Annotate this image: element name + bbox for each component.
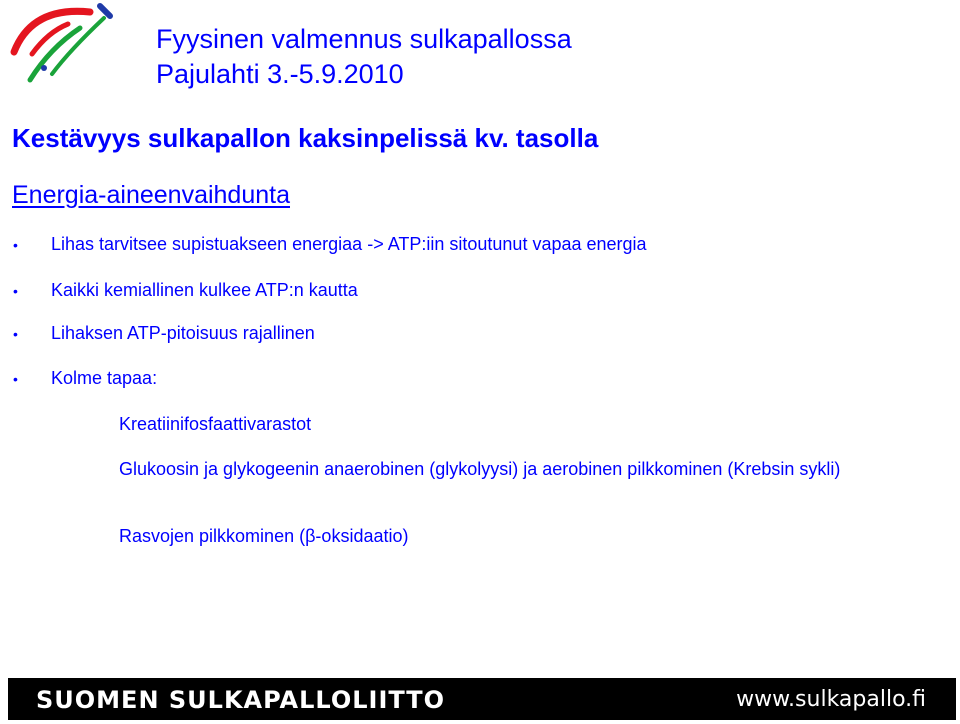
slide-title: Kestävyys sulkapallon kaksinpelissä kv. tasolla [12, 123, 599, 153]
bullet-dot: • [13, 237, 18, 253]
bullet-text: Lihaksen ATP-pitoisuus rajallinen [51, 323, 315, 343]
bullet-text: Kaikki kemiallinen kulkee ATP:n kautta [51, 280, 358, 300]
slide-subtitle: Energia-aineenvaihdunta [12, 181, 290, 209]
bullet-text: Lihas tarvitsee supistuakseen energiaa -> ATP:iin sitoutunut vapaa energia [51, 234, 647, 254]
bullet-text: Kolme tapaa: [51, 368, 158, 388]
bullet-item [13, 322, 315, 345]
footer-organization: SUOMEN SULKAPALLOLIITTO [36, 686, 446, 714]
event-title: Fyysinen valmennus sulkapallossa [156, 24, 572, 54]
footer-website: www.sulkapallo.fi [736, 687, 926, 712]
sub-item: Kreatiinifosfaattivarastot [119, 414, 312, 434]
event-date-location: Pajulahti 3.-5.9.2010 [156, 59, 404, 89]
bullet-dot: • [13, 326, 18, 342]
sub-item: Glukoosin ja glykogeenin anaerobinen (glykolyysi) ja aerobinen pilkkominen (Krebsin sykli) [119, 459, 841, 479]
bullet-item [13, 233, 647, 256]
bullet-dot: • [13, 283, 18, 299]
shuttlecock-logo [8, 2, 118, 88]
bullet-dot: • [13, 371, 18, 387]
bullet-item [13, 279, 358, 302]
bullet-item [13, 367, 157, 390]
sub-item: Rasvojen pilkkominen (β-oksidaatio) [119, 526, 409, 546]
footer-bar [8, 678, 956, 720]
